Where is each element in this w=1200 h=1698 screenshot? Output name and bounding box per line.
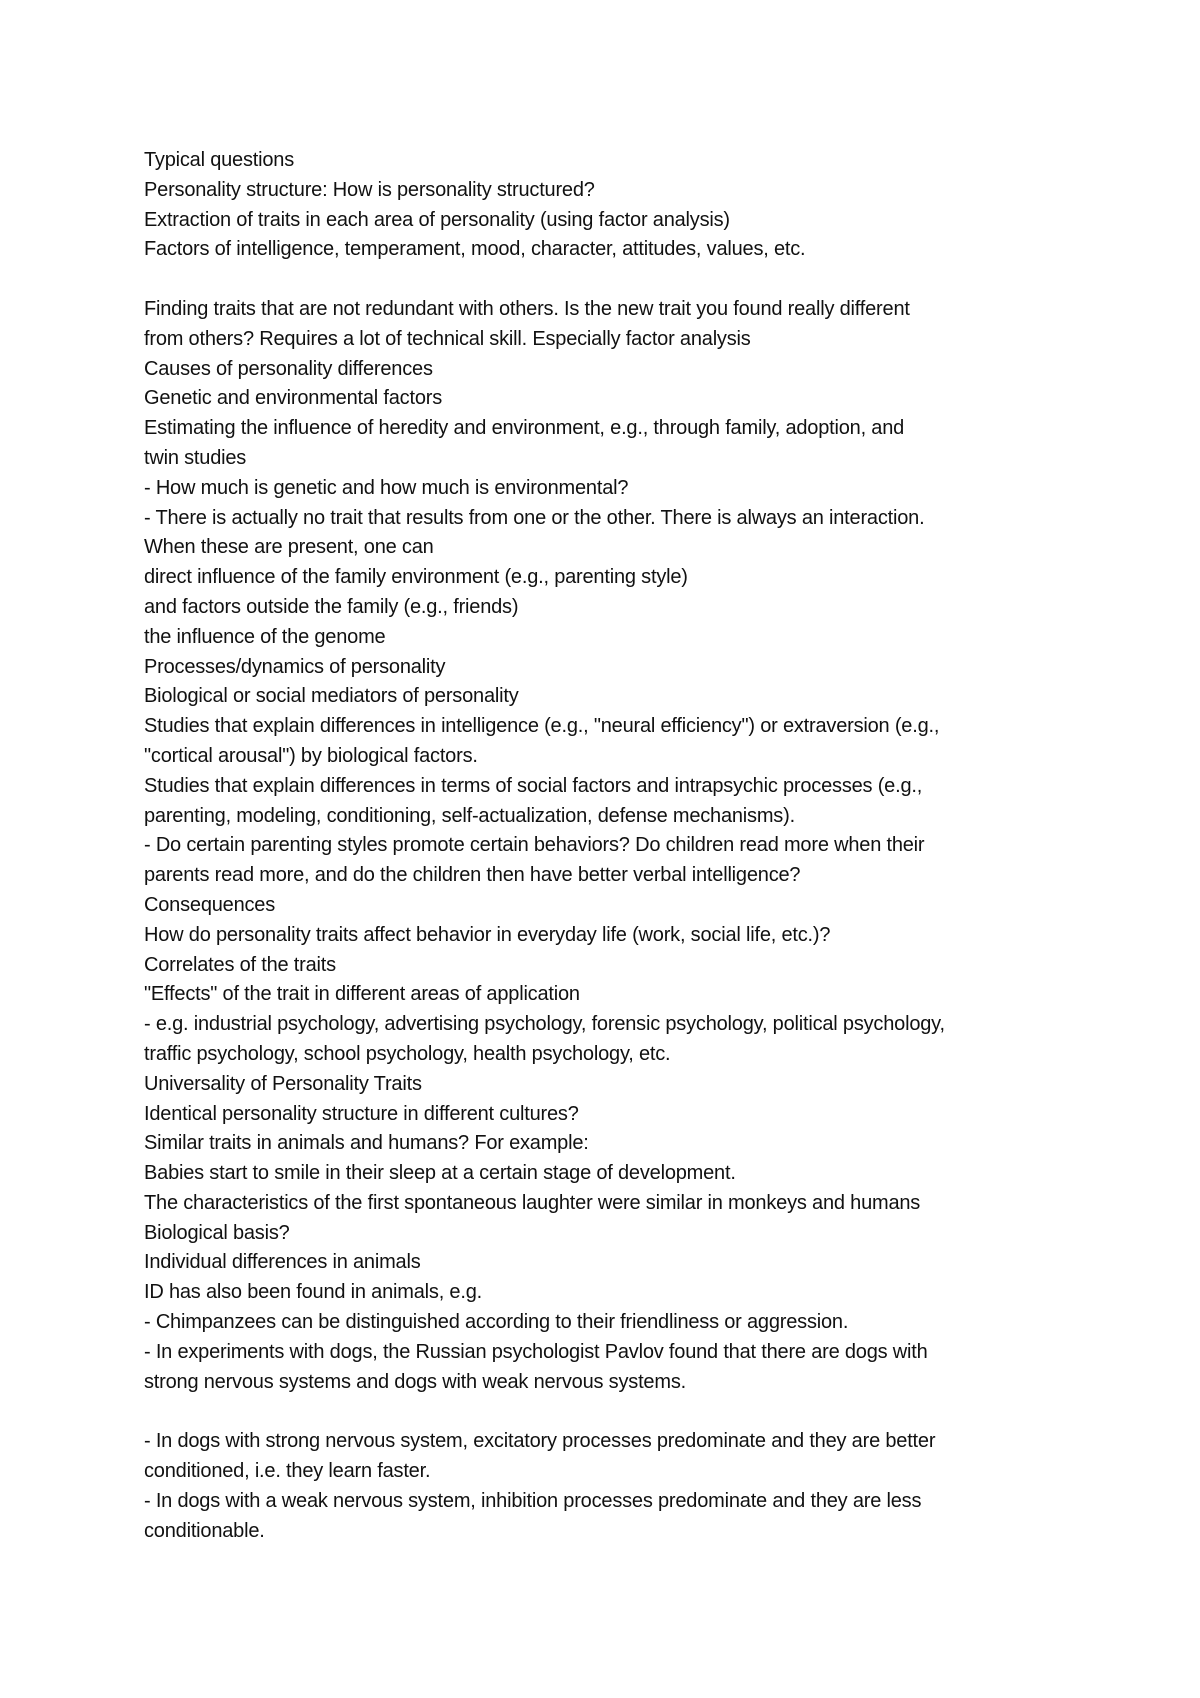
text-line: the influence of the genome <box>144 625 386 648</box>
text-line: - e.g. industrial psychology, advertising psychology, forensic psychology, political psychology, <box>144 1013 945 1036</box>
text-line: - How much is genetic and how much is environmental? <box>144 476 629 499</box>
text-line: Biological or social mediators of personality <box>144 685 519 708</box>
text-line: When these are present, one can <box>144 536 434 559</box>
blank-line <box>144 1397 1064 1427</box>
text-line: Studies that explain differences in intelligence (e.g., "neural efficiency") or extraversion (e.g., <box>144 715 940 738</box>
document-body <box>144 146 1064 1546</box>
text-line: traffic psychology, school psychology, health psychology, etc. <box>144 1042 671 1065</box>
text-line: Individual differences in animals <box>144 1251 421 1274</box>
text-line: Finding traits that are not redundant with others. Is the new trait you found really different <box>144 297 910 320</box>
text-line: Extraction of traits in each area of personality (using factor analysis) <box>144 208 730 231</box>
blank-line <box>144 265 1064 295</box>
text-line: strong nervous systems and dogs with weak nervous systems. <box>144 1370 686 1393</box>
text-line: How do personality traits affect behavior in everyday life (work, social life, etc.)? <box>144 923 831 946</box>
text-line: Processes/dynamics of personality <box>144 655 446 678</box>
text-line: - There is actually no trait that results from one or the other. There is always an interaction. <box>144 506 925 529</box>
text-line: Identical personality structure in different cultures? <box>144 1102 579 1125</box>
text-line: - In dogs with strong nervous system, excitatory processes predominate and they are better <box>144 1430 936 1453</box>
text-line: Biological basis? <box>144 1221 290 1244</box>
text-line: ID has also been found in animals, e.g. <box>144 1281 482 1304</box>
text-line: Factors of intelligence, temperament, mood, character, attitudes, values, etc. <box>144 238 806 261</box>
text-line: Causes of personality differences <box>144 357 433 380</box>
text-line: - Chimpanzees can be distinguished according to their friendliness or aggression. <box>144 1311 849 1334</box>
text-line: parenting, modeling, conditioning, self-actualization, defense mechanisms). <box>144 804 795 827</box>
text-line: conditioned, i.e. they learn faster. <box>144 1460 431 1483</box>
text-line: "cortical arousal") by biological factors. <box>144 744 478 767</box>
text-line: Genetic and environmental factors <box>144 387 443 410</box>
text-line: direct influence of the family environment (e.g., parenting style) <box>144 566 688 589</box>
text-line: Estimating the influence of heredity and environment, e.g., through family, adoption, and <box>144 417 905 440</box>
text-line: Universality of Personality Traits <box>144 1072 422 1095</box>
text-line: - In dogs with a weak nervous system, inhibition processes predominate and they are less <box>144 1489 922 1512</box>
text-line: Babies start to smile in their sleep at a certain stage of development. <box>144 1162 736 1185</box>
text-line: twin studies <box>144 446 247 469</box>
text-line: Correlates of the traits <box>144 953 336 976</box>
text-line: "Effects" of the trait in different areas of application <box>144 983 580 1006</box>
text-line: Consequences <box>144 893 276 916</box>
text-line: Personality structure: How is personality structured? <box>144 178 595 201</box>
text-line: parents read more, and do the children then have better verbal intelligence? <box>144 864 801 887</box>
text-line: and factors outside the family (e.g., friends) <box>144 595 519 618</box>
text-line: conditionable. <box>144 1519 265 1542</box>
text-line: Typical questions <box>144 149 295 171</box>
text-line: from others? Requires a lot of technical skill. Especially factor analysis <box>144 327 751 350</box>
text-line: The characteristics of the first spontaneous laughter were similar in monkeys and humans <box>144 1191 921 1214</box>
text-line: - In experiments with dogs, the Russian psychologist Pavlov found that there are dogs with <box>144 1340 928 1363</box>
text-line: Similar traits in animals and humans? For example: <box>144 1132 589 1155</box>
text-line: Studies that explain differences in terms of social factors and intrapsychic processes (e.g., <box>144 774 923 797</box>
text-line: - Do certain parenting styles promote certain behaviors? Do children read more when their <box>144 834 925 857</box>
